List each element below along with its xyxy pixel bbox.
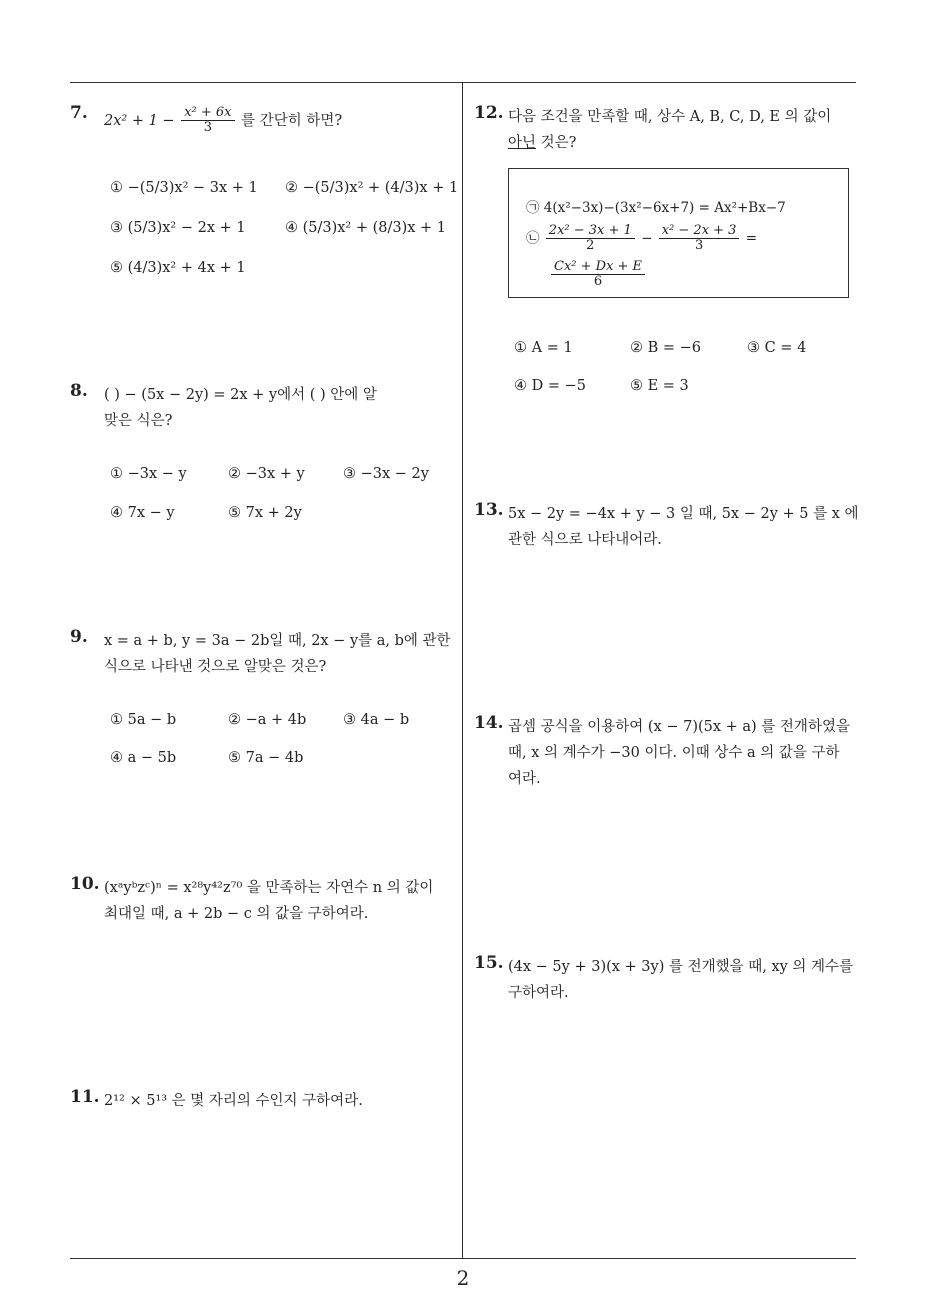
choice-2[interactable]: ② B = −6 — [630, 340, 702, 356]
problem-text-line2: 최대일 때, a + 2b − c 의 값을 구하여라. — [104, 906, 369, 922]
bottom-rule — [70, 1258, 856, 1259]
top-rule — [70, 82, 856, 83]
choice-4[interactable]: ④ D = −5 — [514, 378, 586, 394]
column-divider — [462, 83, 463, 1259]
problem-text-line1: ( ) − (5x − 2y) = 2x + y에서 ( ) 안에 알 — [104, 387, 377, 403]
problem-number: 7. — [70, 103, 88, 123]
choice-1[interactable]: ① −(5/3)x² − 3x + 1 — [110, 180, 258, 196]
problem-number: 13. — [474, 500, 504, 520]
problem-number: 9. — [70, 627, 88, 647]
condition-2: ㉡ $\frac{\text{2x² − 3x + 1}}{2}$ − $\frac{\text{x² − 2x + 3}}{3}$ = — [526, 223, 758, 254]
choice-4[interactable]: ④ 7x − y — [110, 505, 175, 521]
problem-number: 11. — [70, 1087, 100, 1107]
problem-number: 15. — [474, 953, 504, 973]
expression: 2x² + 1 − — [104, 112, 175, 129]
problem-text-line1: (xᵃyᵇzᶜ)ⁿ = x²⁸y⁴²z⁷⁰ 을 만족하는 자연수 n 의 값이 — [104, 880, 434, 896]
problem-text-line3: 여라. — [508, 771, 541, 787]
choice-4[interactable]: ④ (5/3)x² + (8/3)x + 1 — [285, 220, 447, 236]
page-number: 2 — [456, 1266, 470, 1290]
choice-5[interactable]: ⑤ 7a − 4b — [228, 750, 304, 766]
problem-text-line2: 관한 식으로 나타내어라. — [508, 532, 662, 548]
problem-number: 8. — [70, 381, 88, 401]
problem-text-line2: 아닌 것은? — [508, 135, 577, 151]
choice-3[interactable]: ③ C = 4 — [747, 340, 807, 356]
condition-2-rhs: $\frac{\text{Cx² + Dx + E}}{6}$ — [549, 260, 647, 290]
choice-3[interactable]: ③ 4a − b — [343, 712, 410, 728]
choice-2[interactable]: ② −3x + y — [228, 466, 305, 482]
choice-4[interactable]: ④ a − 5b — [110, 750, 177, 766]
choice-5[interactable]: ⑤ 7x + 2y — [228, 505, 302, 521]
problem-text — [104, 106, 342, 136]
problem-text-line2: 식으로 나타낸 것으로 알맞은 것은? — [104, 659, 327, 675]
choice-1[interactable]: ① −3x − y — [110, 466, 187, 482]
problem-text-line1: 2¹² × 5¹³ 은 몇 자리의 수인지 구하여라. — [104, 1093, 363, 1109]
choice-1[interactable]: ① 5a − b — [110, 712, 177, 728]
problem-text-line1: (4x − 5y + 3)(x + 3y) 를 전개했을 때, xy 의 계수를 — [508, 959, 854, 975]
problem-text-line2: 맞은 식은? — [104, 413, 173, 429]
choice-2[interactable]: ② −(5/3)x² + (4/3)x + 1 — [285, 180, 459, 196]
problem-number: 10. — [70, 874, 100, 894]
choice-5[interactable]: ⑤ E = 3 — [630, 378, 689, 394]
choice-2[interactable]: ② −a + 4b — [228, 712, 307, 728]
problem-number: 12. — [474, 103, 504, 123]
underlined-word: 아닌 — [508, 135, 537, 151]
problem-text-line1: 5x − 2y = −4x + y − 3 일 때, 5x − 2y + 5 를 x 에 — [508, 506, 859, 522]
problem-text-line1: x = a + b, y = 3a − 2b일 때, 2x − y를 a, b에 관한 — [104, 633, 451, 649]
problem-text-line1: 곱셈 공식을 이용하여 (x − 7)(5x + a) 를 전개하였을 — [508, 719, 850, 735]
fraction: $\frac{\text{x² + 6x}}{3}$ — [181, 106, 234, 136]
choice-3[interactable]: ③ (5/3)x² − 2x + 1 — [110, 220, 246, 236]
choice-1[interactable]: ① A = 1 — [514, 340, 573, 356]
choice-3[interactable]: ③ −3x − 2y — [343, 466, 429, 482]
problem-number: 14. — [474, 713, 504, 733]
problem-text-line2: 때, x 의 계수가 −30 이다. 이때 상수 a 의 값을 구하 — [508, 745, 840, 761]
choice-5[interactable]: ⑤ (4/3)x² + 4x + 1 — [110, 260, 246, 276]
question-text: 를 간단히 하면? — [241, 112, 343, 129]
condition-1: ㉠ 4(x²−3x)−(3x²−6x+7) = Ax²+Bx−7 — [526, 200, 786, 216]
problem-text-line1: 다음 조건을 만족할 때, 상수 A, B, C, D, E 의 값이 — [508, 109, 832, 125]
problem-text-line2: 구하여라. — [508, 985, 569, 1001]
